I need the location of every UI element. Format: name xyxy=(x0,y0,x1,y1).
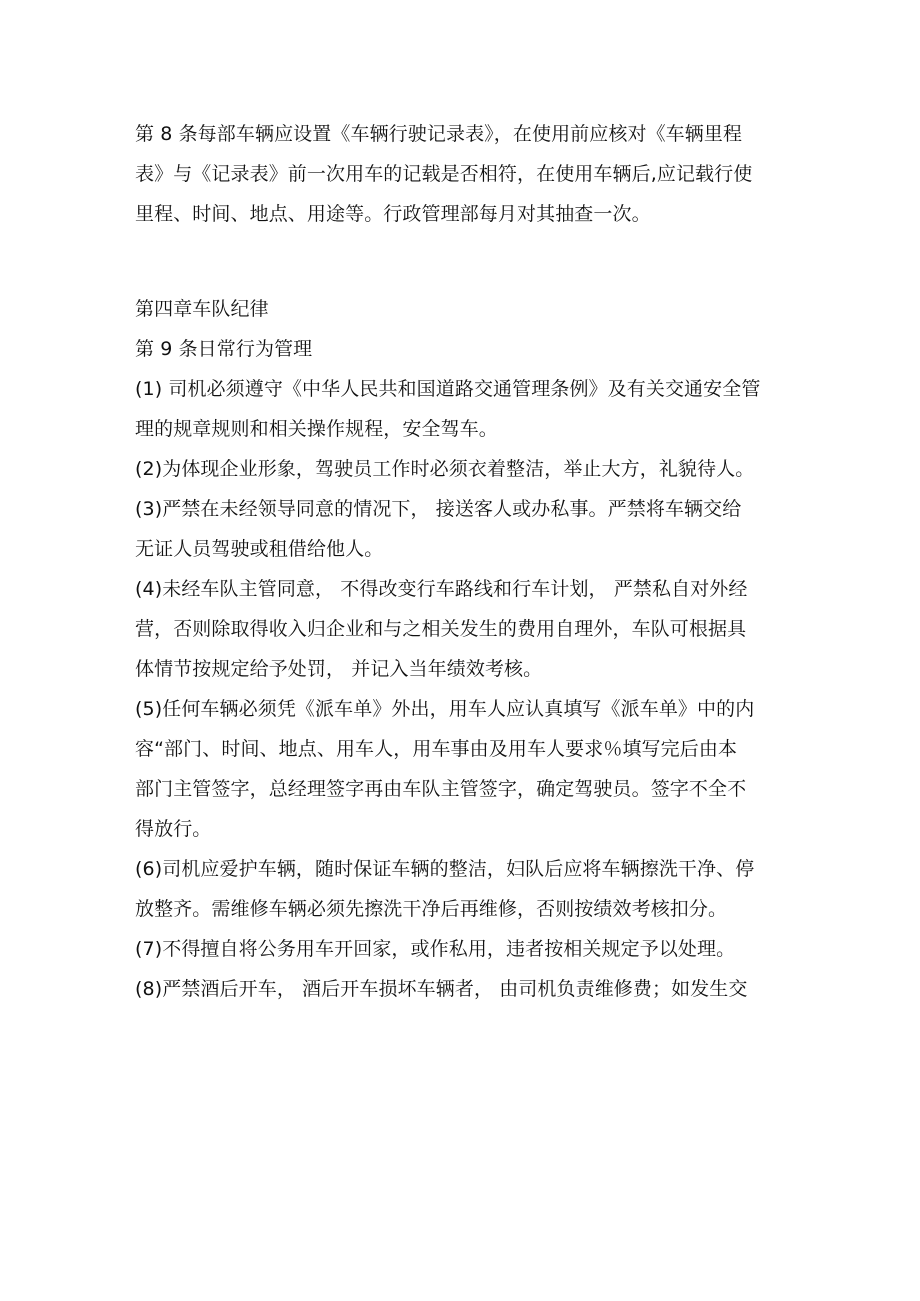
text-line: (2)为体现企业形象，驾驶员工作时必须衣着整洁，举止大方，礼貌待人。 xyxy=(135,458,755,480)
text-line: 理的规章规则和相关操作规程，安全驾车。 xyxy=(135,418,498,440)
text-line: (7)不得擅自将公务用车开回家，或作私用，违者按相关规定予以处理。 xyxy=(135,938,736,960)
item-1 xyxy=(135,369,795,449)
text-line: (5)任何车辆必须凭《派车单》外出，用车人应认真填写《派车单》中的内 xyxy=(135,698,755,720)
text-line: 得放行。 xyxy=(135,818,212,840)
text-line: (3)严禁在未经领导同意的情况下， 接送客人或办私事。严禁将车辆交给 xyxy=(135,498,742,520)
text-line: 部门主管签字，总经理签字再由车队主管签字，确定驾驶员。签字不全不 xyxy=(135,778,747,800)
document-body xyxy=(135,114,795,1009)
article-9-title: 第 9 条日常行为管理 xyxy=(135,338,313,360)
text-line: 营，否则除取得收入归企业和与之相关发生的费用自理外，车队可根据具 xyxy=(135,618,747,640)
text-line: (1) 司机必须遵守《中华人民共和国道路交通管理条例》及有关交通安全管 xyxy=(135,378,761,400)
item-3 xyxy=(135,489,795,569)
chapter-title: 第四章车队纪律 xyxy=(135,298,269,320)
text-line: 里程、时间、地点、用途等。行政管理部每月对其抽查一次。 xyxy=(135,203,651,225)
item-6 xyxy=(135,849,795,929)
text-line: 体情节按规定给予处罚， 并记入当年绩效考核。 xyxy=(135,658,543,680)
paragraph-spacer xyxy=(135,234,795,274)
paragraph-spacer xyxy=(135,274,795,289)
item-4 xyxy=(135,569,795,689)
item-5 xyxy=(135,689,795,849)
text-line: 无证人员驾驶或租借给他人。 xyxy=(135,538,384,560)
text-line: 表》与《记录表》前一次用车的记载是否相符，在使用车辆后,应记载行使 xyxy=(135,163,753,185)
article-8-paragraph xyxy=(135,114,795,234)
text-line: 容“部门、时间、地点、用车人，用车事由及用车人要求％填写完后由本 xyxy=(135,738,738,760)
text-line: 第 8 条每部车辆应设置《车辆行驶记录表》，在使用前应核对《车辆里程 xyxy=(135,123,743,145)
item-8 xyxy=(135,969,795,1009)
text-line: (8)严禁酒后开车， 酒后开车损坏车辆者， 由司机负责维修费；如发生交 xyxy=(135,978,748,1000)
text-line: 放整齐。需维修车辆必须先擦洗干净后再维修，否则按绩效考核扣分。 xyxy=(135,898,728,920)
item-2 xyxy=(135,449,795,489)
text-line: (6)司机应爱护车辆，随时保证车辆的整洁，妇队后应将车辆擦洗干净、停 xyxy=(135,858,755,880)
text-line: (4)未经车队主管同意， 不得改变行车路线和行车计划， 严禁私自对外经 xyxy=(135,578,748,600)
item-7 xyxy=(135,929,795,969)
